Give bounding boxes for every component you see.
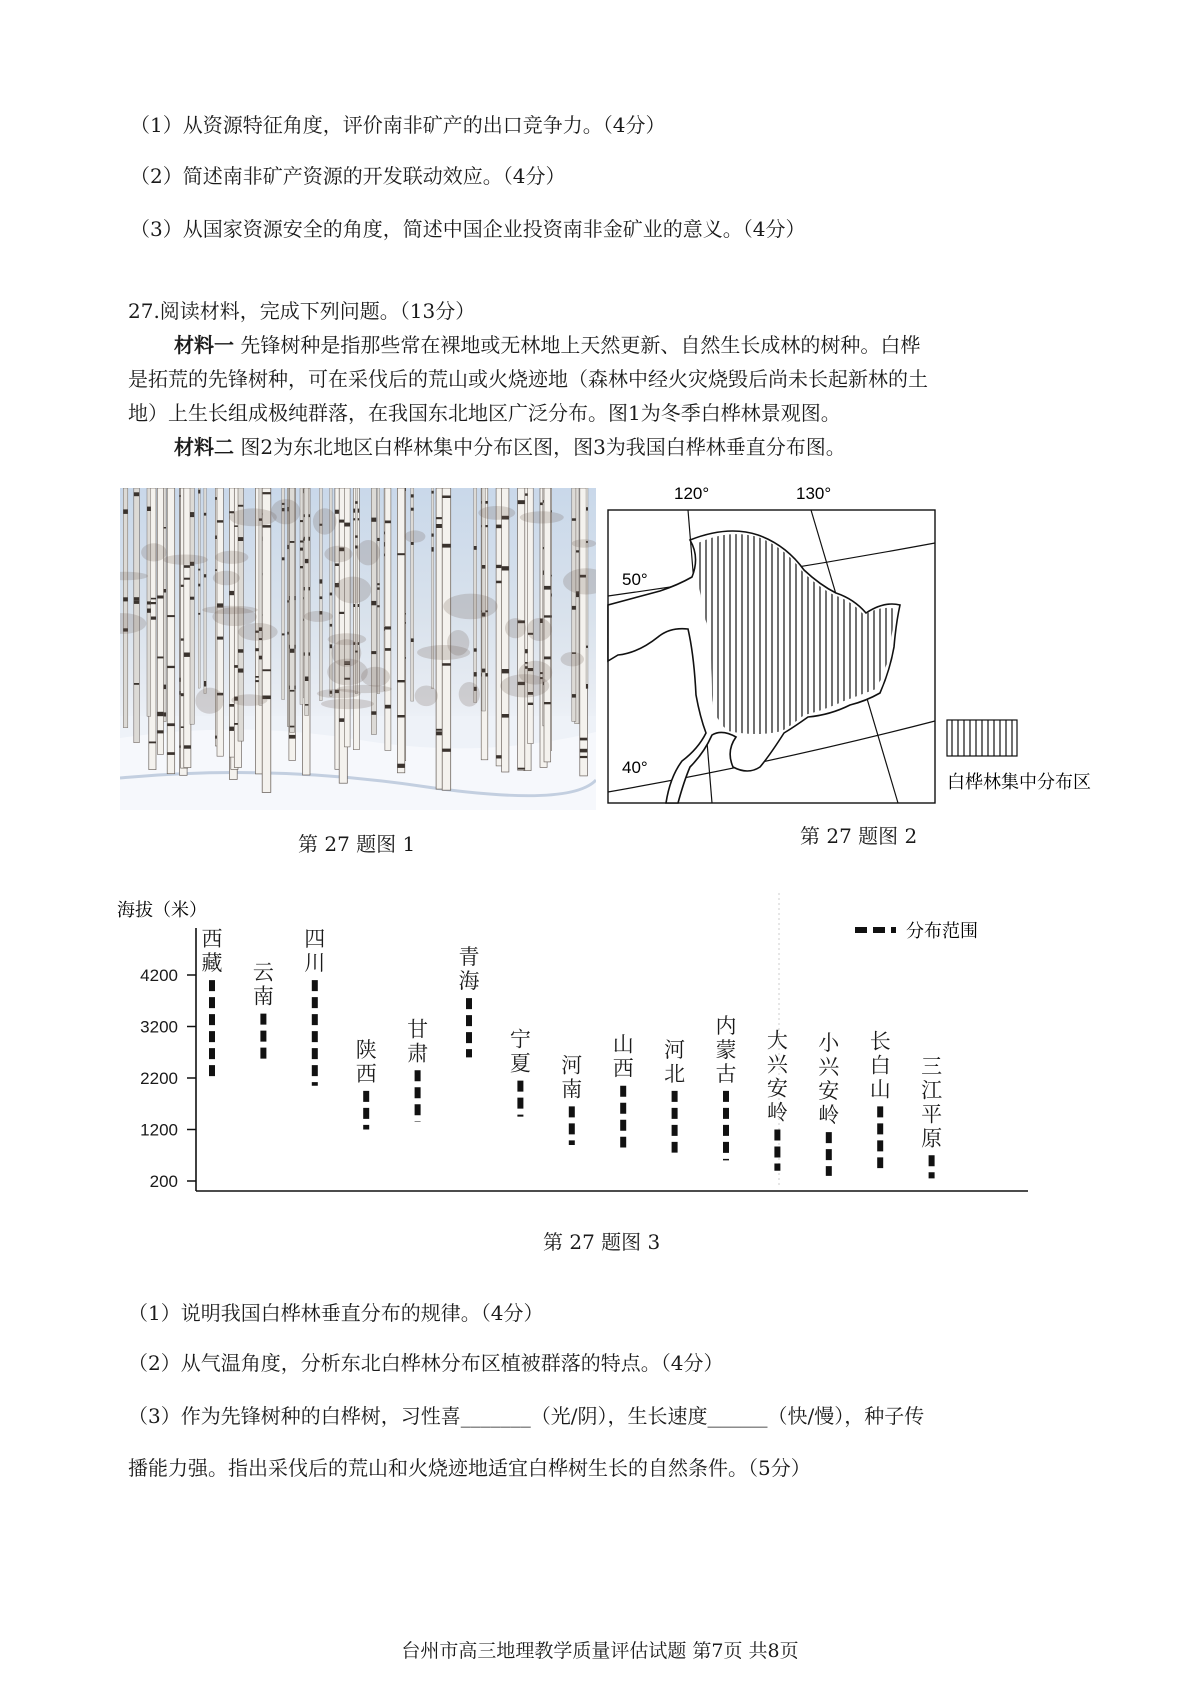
question-27-1: （1）说明我国白桦林垂直分布的规律。（4分）	[128, 1301, 544, 1325]
birch-trunk	[305, 488, 309, 716]
province-label-char: 南	[252, 984, 274, 1009]
legend-swatch	[947, 720, 1017, 756]
branch-cluster	[327, 659, 368, 686]
birch-bark-mark	[330, 593, 333, 596]
birch-bark-mark	[344, 523, 350, 527]
branch-cluster	[415, 686, 438, 707]
province-label-char: 河	[664, 1037, 686, 1062]
birch-bark-mark	[282, 633, 285, 635]
material-1-line-3: 地）上生长组成极纯群落，在我国东北地区广泛分布。图1为冬季白桦林景观图。	[128, 401, 841, 425]
branch-cluster	[334, 577, 371, 604]
birch-bark-mark	[190, 597, 194, 600]
birch-trunk	[377, 488, 379, 694]
birch-trunk	[528, 488, 534, 744]
birch-bark-mark	[355, 535, 357, 537]
birch-bark-mark	[217, 520, 223, 522]
province-label-char: 宁	[509, 1027, 531, 1052]
branch-cluster	[271, 499, 300, 524]
province-label-char: 蒙	[715, 1037, 737, 1062]
province-label-char: 云	[252, 960, 274, 985]
birch-bark-mark	[157, 657, 163, 659]
birch-bark-mark	[147, 508, 151, 511]
birch-bark-mark	[371, 651, 376, 654]
province-label-char: 青	[458, 945, 480, 970]
province-label-char: 川	[304, 951, 326, 976]
birch-bark-mark	[204, 684, 206, 686]
birch-bark-mark	[134, 597, 140, 601]
birch-bark-mark	[300, 566, 303, 568]
province-label-char: 三	[921, 1054, 943, 1079]
birch-bark-mark	[123, 597, 128, 601]
birch-bark-mark	[305, 677, 309, 682]
question-27-heading: 27.阅读材料，完成下列问题。（13分）	[128, 299, 476, 323]
birch-bark-mark	[204, 513, 206, 516]
birch-trunk	[397, 488, 404, 773]
birch-bark-mark	[432, 534, 434, 537]
branch-cluster	[231, 694, 267, 706]
birch-bark-mark	[289, 735, 296, 739]
birch-bark-mark	[157, 596, 163, 599]
birch-bark-mark	[411, 494, 414, 497]
birch-forest-photo	[120, 488, 596, 810]
province-label-char: 西	[201, 927, 223, 952]
birch-bark-mark	[544, 586, 551, 590]
birch-bark-mark	[147, 507, 151, 509]
birch-bark-mark	[238, 669, 243, 673]
birch-trunk	[572, 488, 576, 721]
birch-bark-mark	[432, 547, 434, 552]
birch-bark-mark	[544, 657, 551, 660]
birch-bark-mark	[371, 711, 376, 715]
birch-trunk	[190, 488, 194, 724]
lon-120-label: 120°	[674, 484, 710, 503]
y-tick-label: 200	[149, 1172, 178, 1191]
birch-trunk	[167, 488, 175, 774]
birch-bark-mark	[518, 500, 525, 504]
branch-cluster	[324, 546, 352, 563]
birch-forest-illustration	[120, 488, 596, 810]
province-label-char: 兴	[766, 1052, 788, 1077]
province-label-char: 古	[715, 1061, 737, 1086]
province-label-char: 白	[869, 1053, 891, 1078]
legend-label: 分布范围	[906, 921, 978, 942]
birch-bark-mark	[320, 579, 323, 583]
birch-trunk	[371, 488, 376, 734]
birch-bark-mark	[474, 546, 477, 550]
question-27-2: （2）从气温角度，分析东北白桦林分布区植被群落的特点。（4分）	[128, 1351, 724, 1375]
birch-bark-mark	[385, 705, 391, 709]
branch-cluster	[195, 688, 223, 714]
birch-bark-mark	[442, 544, 451, 548]
birch-bark-mark	[474, 648, 477, 651]
birch-bark-mark	[330, 624, 333, 627]
branch-cluster	[443, 594, 497, 620]
birch-bark-mark	[300, 541, 303, 543]
birch-bark-mark	[167, 752, 175, 755]
birch-bark-mark	[377, 587, 379, 589]
birch-bark-mark	[157, 730, 163, 733]
birch-bark-mark	[586, 646, 588, 648]
y-tick-label: 2200	[140, 1069, 178, 1088]
province-label-char: 河	[561, 1053, 583, 1078]
birch-bark-mark	[544, 615, 551, 617]
birch-bark-mark	[385, 648, 391, 651]
birch-trunk	[385, 488, 391, 750]
birch-bark-mark	[482, 669, 486, 673]
question-27-3-line-2: 播能力强。指出采伐后的荒山和火烧迹地适宜白桦树生长的自然条件。（5分）	[128, 1456, 811, 1480]
birch-bark-mark	[482, 565, 486, 569]
birch-trunk	[204, 488, 206, 694]
branch-cluster	[527, 618, 552, 641]
birch-bark-mark	[385, 521, 391, 524]
birch-bark-mark	[290, 649, 295, 653]
branch-cluster	[572, 539, 596, 547]
lon-130-label: 130°	[796, 484, 832, 503]
birch-bark-mark	[282, 557, 285, 560]
province-label-char: 小	[818, 1031, 840, 1056]
province-label-char: 陕	[355, 1037, 377, 1062]
material-2-label: 材料二	[174, 435, 234, 459]
birch-bark-mark	[157, 712, 163, 716]
figure-2-map	[608, 484, 1128, 809]
y-tick-label: 4200	[140, 966, 178, 985]
birch-bark-mark	[502, 714, 509, 718]
birch-bark-mark	[167, 723, 175, 726]
province-label-char: 北	[664, 1061, 686, 1086]
branch-cluster	[500, 674, 549, 697]
branch-cluster	[304, 611, 333, 622]
birch-bark-mark	[397, 764, 404, 768]
birch-bark-mark	[397, 680, 404, 682]
birch-bark-mark	[442, 749, 451, 752]
birch-bark-mark	[198, 584, 200, 587]
figure-2-caption: 第 27 题图 2	[800, 824, 918, 848]
birch-bark-mark	[518, 768, 525, 770]
province-label-char: 甘	[407, 1017, 429, 1042]
birch-bark-mark	[474, 672, 477, 676]
branch-cluster	[213, 571, 240, 586]
figure-3-caption: 第 27 题图 3	[543, 1230, 661, 1254]
birch-trunk	[290, 488, 295, 732]
province-label-char: 山	[612, 1032, 634, 1057]
province-label-char: 四	[304, 927, 326, 952]
birch-bark-mark	[580, 756, 588, 758]
birch-bark-mark	[371, 601, 376, 605]
birch-bark-mark	[204, 574, 206, 577]
birch-bark-mark	[572, 694, 576, 698]
province-label-char: 藏	[201, 951, 223, 976]
birch-bark-mark	[198, 490, 200, 494]
birch-bark-mark	[320, 596, 323, 599]
legend-label: 白桦林集中分布区	[947, 772, 1091, 793]
y-tick-label: 3200	[140, 1017, 178, 1037]
branch-cluster	[459, 682, 480, 707]
birch-bark-mark	[238, 537, 243, 541]
branch-cluster	[505, 618, 526, 638]
branch-cluster	[229, 508, 277, 526]
branch-cluster	[202, 606, 258, 614]
birch-bark-mark	[442, 663, 451, 666]
province-label-char: 安	[818, 1079, 840, 1104]
birch-bark-mark	[377, 538, 379, 541]
birch-bark-mark	[184, 745, 191, 748]
birch-bark-mark	[385, 626, 391, 629]
province-label-char: 岭	[766, 1100, 788, 1125]
province-label-char: 夏	[509, 1051, 531, 1076]
province-label-char: 西	[355, 1061, 377, 1086]
province-label-char: 大	[766, 1028, 788, 1053]
province-label-char: 长	[869, 1029, 891, 1054]
province-label-char: 平	[921, 1102, 943, 1127]
birch-bark-mark	[305, 560, 309, 562]
birch-bark-mark	[238, 505, 243, 507]
question-26-2: （2）简述南非矿产资源的开发联动效应。（4分）	[130, 164, 566, 188]
birch-bark-mark	[411, 638, 414, 642]
birch-bark-mark	[502, 566, 509, 570]
birch-bark-mark	[167, 615, 175, 617]
y-axis-title: 海拔（米）	[117, 900, 207, 921]
province-label-char: 海	[458, 969, 480, 994]
branch-cluster	[120, 613, 146, 634]
birch-bark-mark	[259, 656, 262, 660]
birch-bark-mark	[355, 501, 357, 504]
branch-cluster	[561, 652, 584, 666]
birch-bark-mark	[442, 496, 451, 499]
branch-cluster	[563, 568, 596, 594]
birch-bark-mark	[134, 492, 140, 496]
question-26-1: （1）从资源特征角度，评价南非矿产的出口竞争力。（4分）	[130, 113, 666, 137]
province-label-char: 安	[766, 1076, 788, 1101]
birch-bark-mark	[198, 613, 200, 615]
birch-bark-mark	[262, 492, 271, 494]
material-2-text: 图2为东北地区白桦林集中分布区图，图3为我国白桦林垂直分布图。	[240, 435, 846, 459]
birch-bark-mark	[262, 525, 271, 528]
birch-bark-mark	[330, 644, 333, 648]
question-26-3: （3）从国家资源安全的角度，简述中国企业投资南非金矿业的意义。（4分）	[130, 217, 806, 241]
figure-1-caption: 第 27 题图 1	[298, 832, 416, 856]
branch-cluster	[361, 667, 390, 687]
branch-cluster	[520, 511, 564, 523]
branch-cluster	[321, 699, 374, 709]
birch-bark-mark	[580, 749, 588, 753]
birch-bark-mark	[528, 703, 534, 705]
birch-bark-mark	[262, 669, 271, 671]
birch-trunk	[123, 488, 128, 728]
birch-bark-mark	[572, 518, 576, 521]
birch-bark-mark	[290, 726, 295, 728]
material-1-label: 材料一	[174, 333, 234, 357]
province-label-char: 山	[869, 1077, 891, 1102]
birch-bark-mark	[134, 683, 140, 685]
birch-bark-mark	[290, 690, 295, 692]
branch-cluster	[141, 543, 167, 561]
branch-cluster	[163, 555, 208, 565]
birch-bark-mark	[134, 601, 140, 604]
birch-bark-mark	[397, 553, 404, 555]
birch-bark-mark	[572, 606, 576, 610]
birch-bark-mark	[167, 666, 175, 668]
material-1-line-2: 是拓荒的先锋树种，可在采伐后的荒山或火烧迹地（森林中经火灾烧毁后尚未长起新林的土	[128, 367, 928, 391]
question-27-3-line-1: （3）作为先锋树种的白桦树，习性喜_______（光/阴），生长速度______（快/慢），种子传	[128, 1404, 925, 1428]
branch-cluster	[478, 506, 515, 520]
birch-bark-mark	[149, 742, 156, 744]
branch-cluster	[313, 508, 337, 534]
birch-bark-mark	[502, 669, 509, 673]
birch-bark-mark	[300, 520, 303, 522]
birch-bark-mark	[190, 515, 194, 518]
province-label-char: 江	[921, 1078, 943, 1103]
birch-bark-mark	[190, 512, 194, 515]
birch-bark-mark	[377, 605, 379, 607]
birch-trunk	[198, 488, 200, 688]
birch-trunk	[411, 488, 414, 701]
birch-bark-mark	[377, 583, 379, 585]
province-label-char: 兴	[818, 1055, 840, 1080]
province-label-char: 原	[921, 1126, 943, 1151]
birch-bark-mark	[305, 704, 309, 706]
branch-cluster	[328, 633, 367, 645]
branch-cluster	[215, 551, 248, 564]
branch-cluster	[417, 645, 470, 660]
birch-bark-mark	[123, 509, 128, 514]
birch-bark-mark	[238, 649, 243, 653]
birch-bark-mark	[300, 548, 303, 551]
birch-bark-mark	[217, 637, 223, 640]
province-label-char: 南	[561, 1077, 583, 1102]
page-footer: 台州市高三地理教学质量评估试题 第7页 共8页	[401, 1640, 799, 1662]
branch-cluster	[120, 572, 148, 580]
birch-bark-mark	[147, 601, 151, 604]
branch-cluster	[404, 530, 425, 542]
birch-bark-mark	[544, 702, 551, 704]
material-2-line	[174, 434, 846, 460]
material-1-line-1	[174, 332, 920, 358]
province-label-char: 内	[715, 1013, 737, 1038]
birch-bark-mark	[411, 508, 414, 511]
y-tick-label: 1200	[140, 1120, 178, 1140]
birch-bark-mark	[580, 738, 588, 741]
branch-cluster	[238, 623, 278, 641]
birch-bark-mark	[371, 518, 376, 522]
birch-bark-mark	[586, 684, 588, 689]
birch-bark-mark	[586, 507, 588, 510]
province-label-char: 西	[612, 1056, 634, 1081]
birch-bark-mark	[290, 541, 295, 543]
birch-bark-mark	[147, 609, 151, 613]
branch-cluster	[356, 540, 380, 565]
figure-3-chart	[100, 888, 1060, 1212]
province-label-char: 肃	[407, 1041, 429, 1066]
birch-bark-mark	[397, 715, 404, 718]
branch-cluster	[317, 689, 361, 698]
lat-40-label: 40°	[622, 758, 648, 777]
birch-bark-mark	[432, 491, 434, 493]
material-1-text-1: 先锋树种是指那些常在裸地或无林地上天然更新、自然生长成林的树种。白桦	[240, 333, 921, 357]
lat-50-label: 50°	[622, 570, 648, 589]
province-label-char: 岭	[818, 1103, 840, 1128]
birch-bark-mark	[198, 569, 200, 571]
